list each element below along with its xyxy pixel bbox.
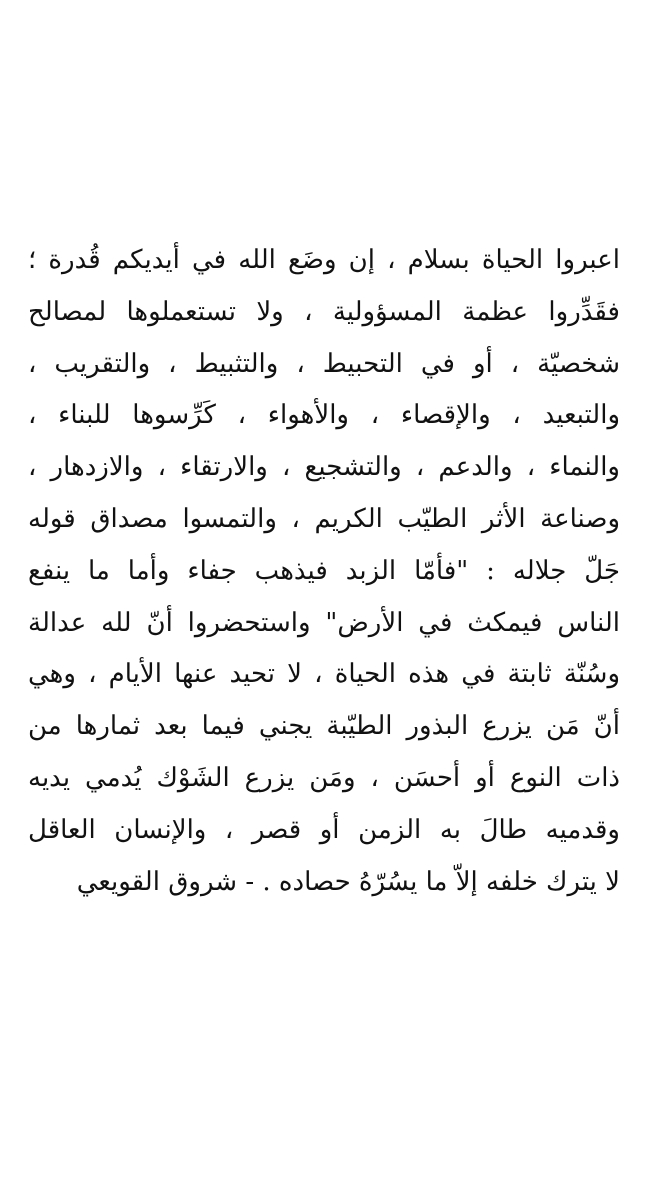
quote-paragraph [28,235,620,908]
text-line-2: فقَدِّروا عظمة المسؤولية ، ولا تستعملوها لمصالح [28,296,620,327]
text-line-10: أنّ مَن يزرع البذور الطيّبة يجني فيما بعد ثمارها من [28,711,620,742]
text-line-11: ذات النوع أو أحسَن ، ومَن يزرع الشَوْك يُدمي يديه [28,762,620,793]
text-line-4: والتبعيد ، والإقصاء ، والأهواء ، كَرِّسوها للبناء ، [28,400,620,431]
text-line-6: وصناعة الأثر الطيّب الكريم ، والتمسوا مصداق قوله [28,503,620,534]
text-line-13-signature: لا يترك خلفه إلاّ ما يسُرّهُ حصاده . - شروق القويعي [76,866,620,897]
text-line-8: الناس فيمكث في الأرض" واستحضروا أنّ لله عدالة [28,607,620,638]
text-line-7: جَلّ جلاله : "فأمّا الزبد فيذهب جفاء وأما ما ينفع [28,555,620,586]
text-line-1: اعبروا الحياة بسلام ، إن وضَع الله في أيديكم قُدرة ؛ [28,245,620,275]
text-line-5: والنماء ، والدعم ، والتشجيع ، والارتقاء ، والازدهار ، [28,452,620,483]
text-line-9: وسُنّة ثابتة في هذه الحياة ، لا تحيد عنها الأيام ، وهي [28,659,620,690]
text-line-12: وقدميه طالَ به الزمن أو قصر ، والإنسان العاقل [28,814,620,845]
text-line-3: شخصيّة ، أو في التحبيط ، والتثبيط ، والتقريب ، [28,348,620,379]
